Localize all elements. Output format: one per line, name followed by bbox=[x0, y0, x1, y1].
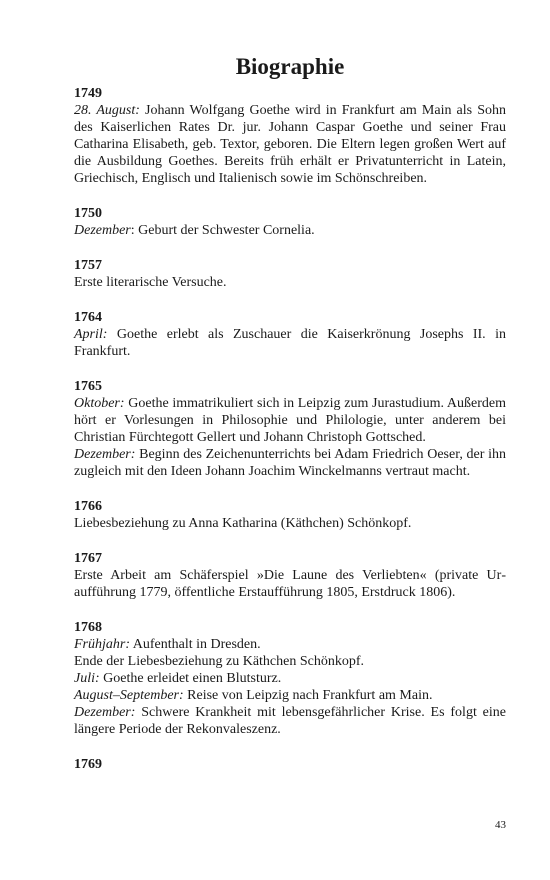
entry-description: Goethe erleidet einen Blutsturz. bbox=[99, 671, 282, 686]
entry-year: 1750 bbox=[74, 206, 102, 221]
entry-text bbox=[74, 567, 506, 601]
entry-description: : Geburt der Schwester Cornelia. bbox=[130, 223, 315, 238]
entry-year: 1765 bbox=[74, 379, 102, 394]
entry-description: Aufenthalt in Dresden. bbox=[130, 637, 261, 652]
entry-year: 1757 bbox=[74, 258, 102, 273]
chronology-entry bbox=[74, 550, 506, 601]
entry-date-label: Frühjahr: bbox=[74, 637, 130, 652]
entry-description: Beginn des Zeichenunterrichts bei Adam Friedrich Oeser, der ihn zugleich mit den Ideen Johann Joachim Winckelmanns vertraut macht. bbox=[74, 447, 506, 479]
page-title: Biographie bbox=[235, 54, 345, 79]
entry-text bbox=[74, 670, 506, 687]
entry-text bbox=[74, 687, 506, 704]
entry-description: Erste literarische Versuche. bbox=[74, 275, 227, 290]
chronology-entry bbox=[74, 257, 506, 291]
chronology-entry bbox=[74, 619, 506, 738]
entry-text bbox=[74, 446, 506, 480]
entry-text bbox=[74, 102, 506, 187]
entry-text bbox=[74, 704, 506, 738]
entry-year: 1764 bbox=[74, 310, 102, 325]
page-number: 43 bbox=[495, 819, 506, 831]
entry-text bbox=[74, 636, 506, 653]
chronology-entry bbox=[74, 85, 506, 187]
entry-date-label: Oktober: bbox=[74, 396, 125, 411]
entry-year: 1749 bbox=[74, 86, 102, 101]
entry-date-label: Dezember: bbox=[74, 705, 136, 720]
chronology-entry bbox=[74, 498, 506, 532]
entry-text bbox=[74, 395, 506, 446]
entry-description: Ende der Liebesbeziehung zu Käthchen Schönkopf. bbox=[74, 654, 365, 669]
entry-text bbox=[74, 274, 506, 291]
entry-date-label: April: bbox=[74, 327, 108, 342]
biography-page bbox=[74, 52, 506, 791]
entry-date-label: Juli: bbox=[74, 671, 100, 686]
entry-text bbox=[74, 326, 506, 360]
entry-description: Liebesbeziehung zu Anna Katharina (Käthchen) Schönkopf. bbox=[74, 516, 412, 531]
chronology-entry bbox=[74, 756, 506, 773]
chronology-entry bbox=[74, 309, 506, 360]
chronology-entry bbox=[74, 205, 506, 239]
chronology-entry bbox=[74, 378, 506, 480]
entry-year: 1768 bbox=[74, 620, 102, 635]
entry-year: 1766 bbox=[74, 499, 102, 514]
entry-text bbox=[74, 515, 506, 532]
entry-text bbox=[74, 222, 506, 239]
entry-text bbox=[74, 653, 506, 670]
entry-date-label: Dezember bbox=[74, 223, 131, 238]
chronology-list bbox=[74, 85, 506, 773]
entry-description: Schwere Krankheit mit lebensgefährlicher Krise. Es folgt eine längere Periode der Rekonvaleszenz. bbox=[74, 705, 506, 737]
entry-date-label: 28. August: bbox=[74, 103, 140, 118]
entry-description: Erste Arbeit am Schäferspiel »Die Laune des Verliebten« (private Uraufführung 1779, öffentliche Erstaufführung 1805, Erstdruck 1806). bbox=[74, 568, 506, 600]
entry-date-label: August–September: bbox=[74, 688, 184, 703]
entry-year: 1769 bbox=[74, 757, 102, 772]
entry-year: 1767 bbox=[74, 551, 102, 566]
entry-description: Reise von Leipzig nach Frankfurt am Main. bbox=[183, 688, 433, 703]
entry-date-label: Dezember: bbox=[74, 447, 136, 462]
entry-description: Johann Wolfgang Goethe wird in Frankfurt am Main als Sohn des Kaiserlichen Rates Dr. jur. Johann Caspar Goethe und seiner Frau Catharina Elisabeth, geb. Textor, geboren. Die Eltern legen großen Wert auf die Ausbildung Goethes. Bereits früh erhält er Privatunterricht in Latein, Griechisch, Englisch und Italienisch sowie im Schönschreiben. bbox=[74, 103, 506, 186]
entry-description: Goethe immatrikuliert sich in Leipzig zum Jurastudium. Außerdem hört er Vorlesungen in Philosophie und Philologie, unter anderem bei Christian Fürchtegott Gellert und Johann Christoph Gottsched. bbox=[74, 396, 506, 445]
entry-description: Goethe erlebt als Zuschauer die Kaiserkrönung Josephs II. in Frankfurt. bbox=[74, 327, 506, 359]
